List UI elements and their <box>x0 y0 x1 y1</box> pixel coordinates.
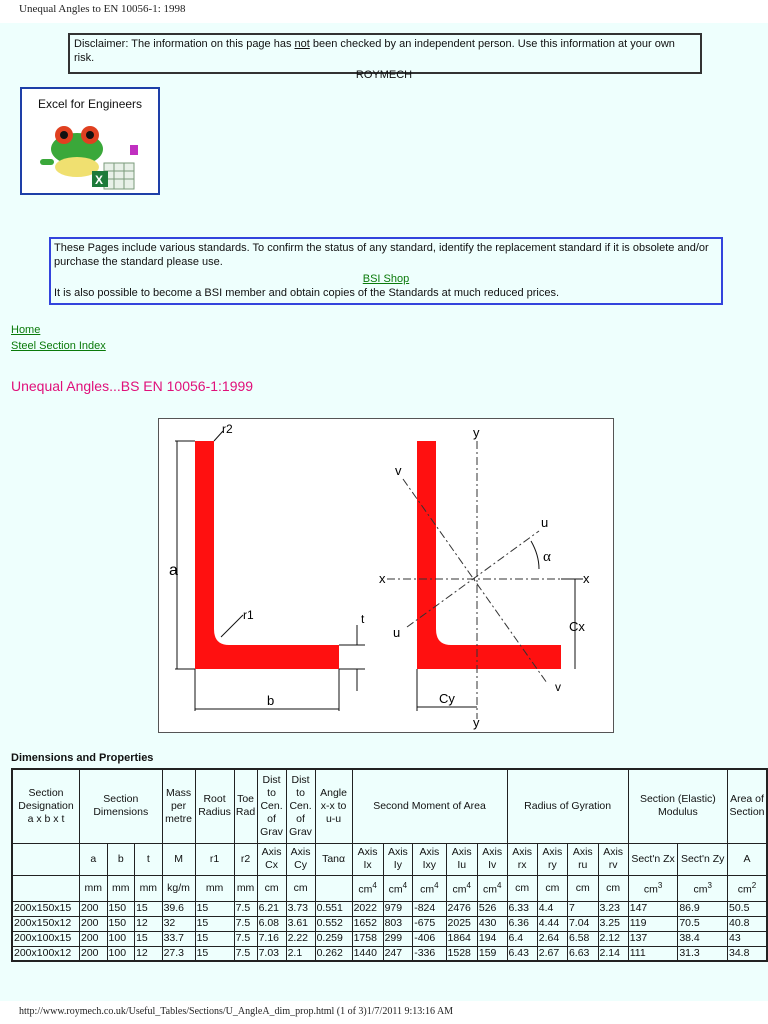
diagram-svg <box>159 419 613 732</box>
header-cx: Dist to Cen. of Grav <box>257 769 286 843</box>
subheader-cell: Axis Cy <box>286 843 315 875</box>
label-t: t <box>361 612 365 626</box>
properties-table <box>11 768 768 962</box>
table-cell: 6.36 <box>507 916 537 931</box>
unit-text: cm <box>693 883 708 896</box>
unit-cell <box>135 875 163 901</box>
page-title: Unequal Angles...BS EN 10056-1:1999 <box>11 378 254 394</box>
subheader-cell: Axis ry <box>537 843 567 875</box>
subheader-cell: Axis rx <box>507 843 537 875</box>
table-cell: 2.1 <box>286 946 315 961</box>
page-body <box>0 23 768 1001</box>
table-cell: 430 <box>477 916 507 931</box>
table-cell: 3.61 <box>286 916 315 931</box>
unit-exponent: 4 <box>434 881 439 891</box>
table-cell: 40.8 <box>728 916 768 931</box>
frog-excel-icon <box>22 89 158 193</box>
unit-text: mm <box>236 881 255 894</box>
table-cell: 3.23 <box>598 901 628 916</box>
header-radius-gyration: Radius of Gyration <box>507 769 628 843</box>
table-cell: -336 <box>413 946 446 961</box>
table-cell: -675 <box>413 916 446 931</box>
table-row <box>12 946 767 961</box>
subheader-cell: Sect'n Zy <box>678 843 728 875</box>
header-angle: Angle x-x to u-u <box>315 769 352 843</box>
standards-text: These Pages include various standards. To confirm the status of any standard, identify the replacement standard if it is obsolete and/or purchase the standard please use. <box>54 242 709 268</box>
table-cell: 200x150x15 <box>12 901 80 916</box>
table-cell: 2476 <box>446 901 477 916</box>
standards-notice <box>49 237 723 305</box>
table-cell: 150 <box>107 916 135 931</box>
unit-text: cm <box>482 883 497 896</box>
unit-text: cm <box>606 881 621 894</box>
table-cell: 0.262 <box>315 946 352 961</box>
table-cell: 15 <box>195 931 234 946</box>
unit-cell <box>413 875 446 901</box>
right-angle-shape <box>417 441 561 669</box>
table-cell: 33.7 <box>162 931 195 946</box>
unit-cell <box>628 875 678 901</box>
unit-text: cm <box>515 881 530 894</box>
table-cell: 3.25 <box>598 916 628 931</box>
bsi-shop-link[interactable]: BSI Shop <box>362 273 410 285</box>
unit-exponent: 4 <box>466 881 471 891</box>
table-cell: 0.552 <box>315 916 352 931</box>
header-root-radius: Root Radius <box>195 769 234 843</box>
unit-cell <box>477 875 507 901</box>
unit-cell <box>598 875 628 901</box>
unit-cell <box>107 875 135 901</box>
subheader-cell: Axis Iv <box>477 843 507 875</box>
table-cell: 6.21 <box>257 901 286 916</box>
excel-for-engineers-banner[interactable] <box>20 87 160 195</box>
subheader-cell: Axis Cx <box>257 843 286 875</box>
label-cx: Cx <box>569 619 585 634</box>
disclaimer-text: Disclaimer: The information on this page has <box>74 38 295 50</box>
label-alpha: α <box>543 549 551 565</box>
unit-cell <box>383 875 413 901</box>
header-dimensions: Section Dimensions <box>80 769 163 843</box>
table-row <box>12 931 767 946</box>
table-cell: 119 <box>628 916 678 931</box>
table-cell: 12 <box>135 946 163 961</box>
header-second-moment: Second Moment of Area <box>352 769 507 843</box>
unit-cell <box>257 875 286 901</box>
unit-cell <box>446 875 477 901</box>
table-cell: 803 <box>383 916 413 931</box>
table-cell: 15 <box>195 901 234 916</box>
table-cell: 111 <box>628 946 678 961</box>
steel-section-index-link[interactable]: Steel Section Index <box>11 340 106 352</box>
table-cell: 0.551 <box>315 901 352 916</box>
table-cell: 247 <box>383 946 413 961</box>
table-cell: 200 <box>80 916 108 931</box>
label-x-right: x <box>583 571 590 586</box>
table-cell: 0.259 <box>315 931 352 946</box>
unit-text: cm <box>293 881 308 894</box>
table-cell: 7.16 <box>257 931 286 946</box>
table-cell: 12 <box>135 916 163 931</box>
unit-text: mm <box>205 881 224 894</box>
header-modulus: Section (Elastic) Modulus <box>628 769 727 843</box>
table-cell: 200x150x12 <box>12 916 80 931</box>
disclaimer-text-end: been checked by an independent person. Use this information at your own risk. <box>74 38 675 64</box>
table-cell: 2022 <box>352 901 383 916</box>
unit-text: cm <box>737 883 752 896</box>
unit-exponent: 4 <box>372 881 377 891</box>
subheader-cell: Axis Ix <box>352 843 383 875</box>
table-row <box>12 916 767 931</box>
subheader-cell: r2 <box>234 843 257 875</box>
table-cell: 6.08 <box>257 916 286 931</box>
table-cell: 34.8 <box>728 946 768 961</box>
table-cell: 6.63 <box>567 946 598 961</box>
table-cell: 27.3 <box>162 946 195 961</box>
table-cell: 7.03 <box>257 946 286 961</box>
subheader-cell: Axis rv <box>598 843 628 875</box>
unit-text: mm <box>139 881 158 894</box>
table-cell: 6.33 <box>507 901 537 916</box>
unit-cell <box>315 875 352 901</box>
unit-cell <box>537 875 567 901</box>
table-cell: 3.73 <box>286 901 315 916</box>
print-header: Unequal Angles to EN 10056-1: 1998 <box>19 3 186 15</box>
table-cell: 7.5 <box>234 901 257 916</box>
unit-text: mm <box>112 881 130 894</box>
table-cell: 1440 <box>352 946 383 961</box>
table-cell: 31.3 <box>678 946 728 961</box>
subheader-cell: a <box>80 843 108 875</box>
unit-cell <box>286 875 315 901</box>
unit-text: cm <box>643 883 658 896</box>
table-cell: 2.22 <box>286 931 315 946</box>
table-cell: 150 <box>107 901 135 916</box>
subheader-cell: M <box>162 843 195 875</box>
standards-membership-text: It is also possible to become a BSI member and obtain copies of the Standards at much reduced prices. <box>54 287 560 299</box>
unit-cell <box>162 875 195 901</box>
table-cell: 200x100x12 <box>12 946 80 961</box>
header-area: Area of Section <box>728 769 768 843</box>
subheader-cell: Axis Iu <box>446 843 477 875</box>
table-cell: 200x100x15 <box>12 931 80 946</box>
label-u-top: u <box>541 515 549 530</box>
dimensions-heading: Dimensions and Properties <box>11 752 154 764</box>
table-cell: 15 <box>195 946 234 961</box>
roymech-label: ROYMECH <box>355 69 413 81</box>
subheader-cell: Axis Ixy <box>413 843 446 875</box>
table-cell: 194 <box>477 931 507 946</box>
table-cell: 15 <box>135 901 163 916</box>
unit-cell <box>80 875 108 901</box>
table-cell: 2025 <box>446 916 477 931</box>
unit-text: cm <box>452 883 467 896</box>
label-y-top: y <box>473 425 480 440</box>
table-cell: 1864 <box>446 931 477 946</box>
unit-exponent: 4 <box>402 881 408 891</box>
unit-text: cm <box>420 883 435 896</box>
header-designation: Section Designation a x b x t <box>12 769 80 843</box>
table-cell: 7.5 <box>234 916 257 931</box>
unit-text: kg/m <box>167 881 190 894</box>
unit-cell <box>678 875 728 901</box>
home-link[interactable]: Home <box>11 324 41 336</box>
table-cell: 15 <box>195 916 234 931</box>
subheader-cell: t <box>135 843 163 875</box>
unit-text: cm <box>264 881 279 894</box>
disclaimer-emphasis: not <box>294 38 310 50</box>
unit-text: cm <box>388 883 403 896</box>
header-cy: Dist to Cen. of Grav <box>286 769 315 843</box>
table-cell: 4.4 <box>537 901 567 916</box>
table-cell: 6.4 <box>507 931 537 946</box>
table-cell: 2.14 <box>598 946 628 961</box>
table-cell: -406 <box>413 931 446 946</box>
table-cell: 7.5 <box>234 946 257 961</box>
table-cell: 159 <box>477 946 507 961</box>
label-x-left: x <box>379 571 386 586</box>
table-cell: 100 <box>107 946 135 961</box>
subheader-cell: Sect'n Zx <box>628 843 678 875</box>
disclaimer-box <box>68 33 702 74</box>
table-cell: 7.5 <box>234 931 257 946</box>
table-cell: 200 <box>80 931 108 946</box>
unit-cell <box>195 875 234 901</box>
angle-section-diagram <box>158 418 614 733</box>
unit-exponent: 2 <box>751 881 757 891</box>
table-cell: 6.43 <box>507 946 537 961</box>
table-cell: 7 <box>567 901 598 916</box>
subheader-cell: Tanα <box>315 843 352 875</box>
label-u-bottom: u <box>393 625 401 640</box>
label-r1: r1 <box>243 608 254 622</box>
table-cell: 6.58 <box>567 931 598 946</box>
subheader-cell: Axis Iy <box>383 843 413 875</box>
label-y-bottom: y <box>473 715 480 730</box>
unit-text: cm <box>358 883 373 896</box>
table-cell: 200 <box>80 901 108 916</box>
table-cell: 1528 <box>446 946 477 961</box>
unit-exponent: 4 <box>496 881 502 891</box>
svg-text:X: X <box>95 173 104 187</box>
table-cell: 50.5 <box>728 901 768 916</box>
label-v-top: v <box>395 463 402 478</box>
table-cell: 2.64 <box>537 931 567 946</box>
excel-banner-title: Excel for Engineers <box>38 97 143 111</box>
subheader-cell: A <box>728 843 768 875</box>
label-r2: r2 <box>222 422 233 436</box>
label-a: a <box>169 562 178 579</box>
header-toe-radius: Toe Rad <box>234 769 257 843</box>
table-cell: 1652 <box>352 916 383 931</box>
table-cell: 200 <box>80 946 108 961</box>
header-mass: Mass per metre <box>162 769 195 843</box>
unit-text: cm <box>575 881 590 894</box>
subheader-cell: r1 <box>195 843 234 875</box>
table-cell: 32 <box>162 916 195 931</box>
table-cell: 2.67 <box>537 946 567 961</box>
table-cell: 100 <box>107 931 135 946</box>
unit-cell <box>728 875 768 901</box>
table-cell: 4.44 <box>537 916 567 931</box>
table-row <box>12 901 767 916</box>
unit-text: mm <box>84 881 103 894</box>
table-cell: 7.04 <box>567 916 598 931</box>
subheader-cell: Axis ru <box>567 843 598 875</box>
table-cell: 38.4 <box>678 931 728 946</box>
unit-text: cm <box>545 881 560 894</box>
table-cell: 15 <box>135 931 163 946</box>
table-cell: -824 <box>413 901 446 916</box>
table-cell: 526 <box>477 901 507 916</box>
table-cell: 2.12 <box>598 931 628 946</box>
unit-exponent: 3 <box>707 881 712 891</box>
print-footer: http://www.roymech.co.uk/Useful_Tables/Sections/U_AngleA_dim_prop.html (1 of 3)1/7/2011 9:13:16 AM <box>19 1006 454 1017</box>
table-cell: 979 <box>383 901 413 916</box>
table-cell: 43 <box>728 931 768 946</box>
subheader-cell: b <box>107 843 135 875</box>
table-cell: 39.6 <box>162 901 195 916</box>
unit-cell <box>352 875 383 901</box>
unit-cell <box>507 875 537 901</box>
label-b: b <box>267 693 275 708</box>
label-cy: Cy <box>439 691 455 706</box>
table-cell: 137 <box>628 931 678 946</box>
label-v-bottom: v <box>555 680 561 694</box>
unit-cell <box>234 875 257 901</box>
table-cell: 147 <box>628 901 678 916</box>
table-cell: 1758 <box>352 931 383 946</box>
table-cell: 86.9 <box>678 901 728 916</box>
left-angle-shape <box>195 441 339 669</box>
table-cell: 299 <box>383 931 413 946</box>
table-cell: 70.5 <box>678 916 728 931</box>
unit-cell <box>567 875 598 901</box>
unit-exponent: 3 <box>657 881 663 891</box>
